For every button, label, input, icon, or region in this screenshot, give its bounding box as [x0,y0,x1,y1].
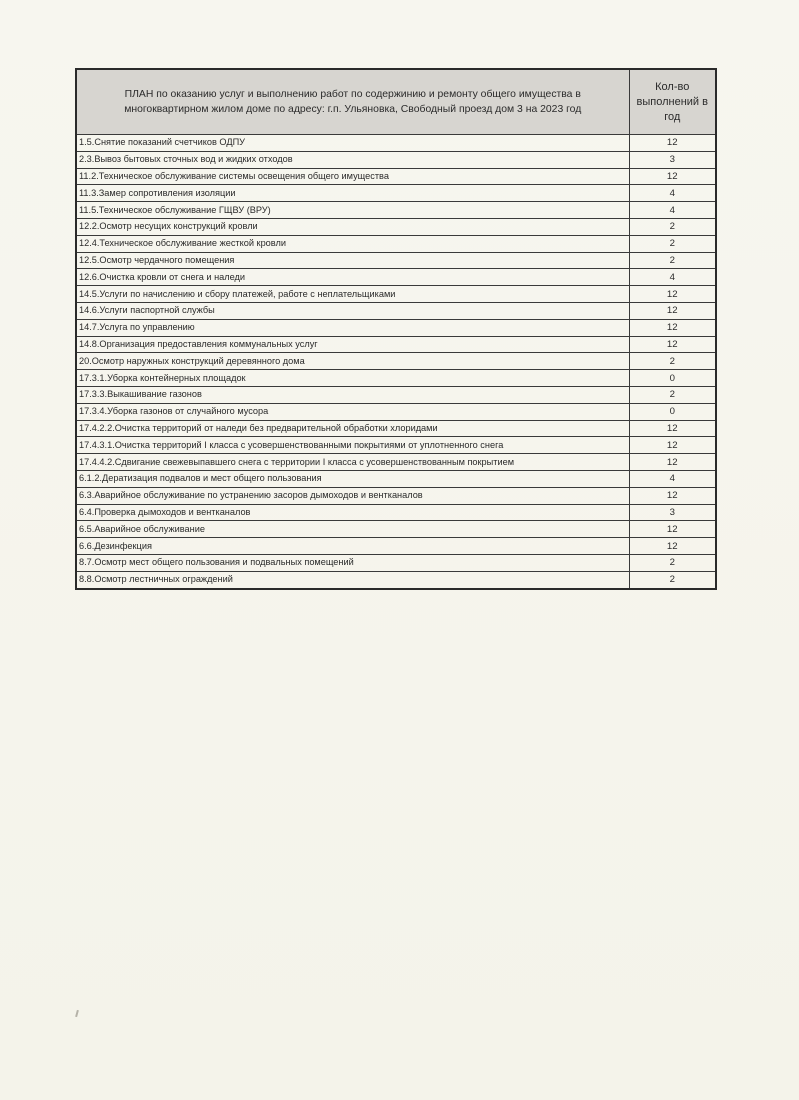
table-row [76,202,716,219]
count-cell: 2 [629,353,716,370]
count-cell: 3 [629,504,716,521]
service-name-cell: 17.4.4.2.Сдвигание свежевыпавшего снега с территории I класса с усовершенствованным покрытием [76,454,629,471]
table-row [76,521,716,538]
count-cell: 2 [629,386,716,403]
count-cell: 2 [629,252,716,269]
count-cell: 12 [629,302,716,319]
count-cell: 3 [629,151,716,168]
count-cell: 12 [629,521,716,538]
table-row [76,420,716,437]
service-name-cell: 2.3.Вывоз бытовых сточных вод и жидких отходов [76,151,629,168]
service-name-cell: 17.3.3.Выкашивание газонов [76,386,629,403]
service-name-cell: 14.6.Услуги паспортной службы [76,302,629,319]
service-name-cell: 11.3.Замер сопротивления изоляции [76,185,629,202]
service-plan-table [75,68,717,590]
count-column-header: Кол-во выполнений в год [629,69,716,135]
service-name-cell: 6.3.Аварийное обслуживание по устранению засоров дымоходов и вентканалов [76,487,629,504]
table-row [76,319,716,336]
service-name-cell: 14.5.Услуги по начислению и сбору платежей, работе с неплательщиками [76,286,629,303]
count-cell: 12 [629,487,716,504]
count-cell: 12 [629,319,716,336]
service-name-cell: 14.7.Услуга по управлению [76,319,629,336]
service-name-cell: 12.6.Очистка кровли от снега и наледи [76,269,629,286]
service-name-cell: 12.4.Техническое обслуживание жесткой кровли [76,235,629,252]
table-row [76,571,716,588]
table-row [76,135,716,152]
table-row [76,336,716,353]
table-row [76,437,716,454]
service-name-cell: 17.3.1.Уборка контейнерных площадок [76,370,629,387]
count-cell: 12 [629,336,716,353]
table-row [76,151,716,168]
count-cell: 2 [629,571,716,588]
count-cell: 2 [629,218,716,235]
service-name-cell: 12.5.Осмотр чердачного помещения [76,252,629,269]
service-name-cell: 12.2.Осмотр несущих конструкций кровли [76,218,629,235]
table-title-header: ПЛАН по оказанию услуг и выполнению работ по содержинию и ремонту общего имущества в многоквартирном жилом доме по адресу: г.п. Ульяновка, Свободный проезд дом 3 на 2023 год [76,69,629,135]
count-cell: 12 [629,135,716,152]
count-cell: 4 [629,202,716,219]
table-row [76,185,716,202]
count-cell: 4 [629,185,716,202]
count-cell: 12 [629,420,716,437]
table-row [76,504,716,521]
count-cell: 2 [629,554,716,571]
table-body [76,135,716,589]
count-cell: 4 [629,269,716,286]
service-name-cell: 8.7.Осмотр мест общего пользования и подвальных помещений [76,554,629,571]
table-row [76,487,716,504]
count-cell: 2 [629,235,716,252]
service-name-cell: 17.4.2.2.Очистка территорий от наледи без предварительной обработки хлоридами [76,420,629,437]
service-name-cell: 6.6.Дезинфекция [76,538,629,555]
table-header-row [76,69,716,135]
count-cell: 4 [629,470,716,487]
service-name-cell: 17.4.3.1.Очистка территорий I класса с усовершенствованными покрытиями от уплотненного снега [76,437,629,454]
service-name-cell: 6.1.2.Дератизация подвалов и мест общего пользования [76,470,629,487]
service-name-cell: 6.5.Аварийное обслуживание [76,521,629,538]
table-row [76,538,716,555]
table-row [76,269,716,286]
table-row [76,235,716,252]
service-name-cell: 11.5.Техническое обслуживание ГЩВУ (ВРУ) [76,202,629,219]
table-row [76,470,716,487]
table-row [76,554,716,571]
count-cell: 12 [629,286,716,303]
service-name-cell: 14.8.Организация предоставления коммунальных услуг [76,336,629,353]
count-cell: 12 [629,168,716,185]
table-row [76,168,716,185]
service-name-cell: 11.2.Техническое обслуживание системы освещения общего имущества [76,168,629,185]
count-cell: 12 [629,437,716,454]
count-cell: 12 [629,454,716,471]
table-row [76,252,716,269]
table-row [76,403,716,420]
service-name-cell: 8.8.Осмотр лестничных ограждений [76,571,629,588]
service-name-cell: 20.Осмотр наружных конструкций деревянного дома [76,353,629,370]
service-name-cell: 1.5.Снятие показаний счетчиков ОДПУ [76,135,629,152]
count-cell: 0 [629,370,716,387]
table-row [76,386,716,403]
count-cell: 12 [629,538,716,555]
table-row [76,302,716,319]
table-row [76,353,716,370]
service-name-cell: 17.3.4.Уборка газонов от случайного мусора [76,403,629,420]
service-name-cell: 6.4.Проверка дымоходов и вентканалов [76,504,629,521]
count-cell: 0 [629,403,716,420]
table-row [76,218,716,235]
table-row [76,286,716,303]
table-row [76,370,716,387]
paper-mark [75,1010,79,1017]
table-row [76,454,716,471]
